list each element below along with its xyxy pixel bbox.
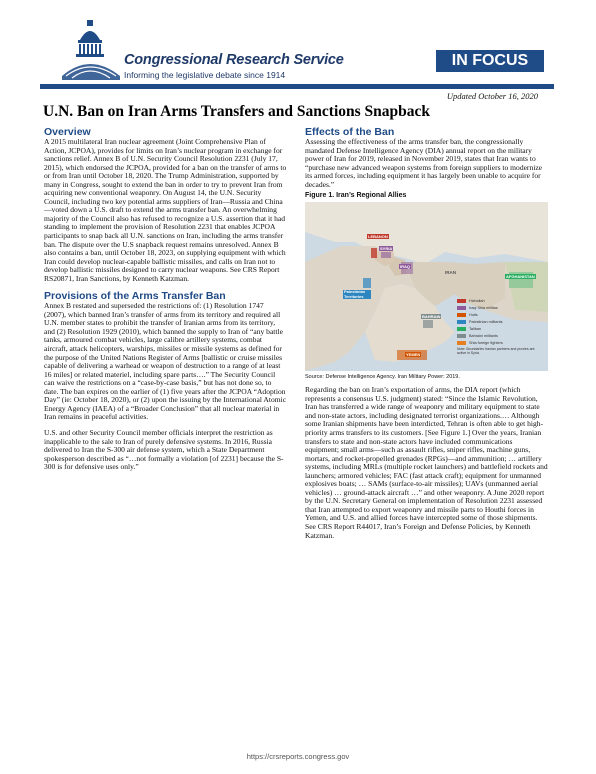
map-label-afghanistan: AFGHANISTAN	[506, 274, 535, 280]
map-legend	[457, 297, 543, 355]
legend-item: Hutis	[457, 311, 543, 318]
figure-title: Figure 1. Iran’s Regional Allies	[305, 192, 407, 200]
page-title: U.N. Ban on Iran Arms Transfers and Sanctions Snapback	[43, 103, 431, 120]
provisions-heading: Provisions of the Arms Transfer Ban	[44, 290, 226, 303]
map-label-palestinian: Palestinian Territories	[343, 290, 371, 299]
legend-item: Palestinian militants	[457, 318, 543, 325]
left-column	[44, 126, 287, 472]
map-label-bahrain: BAHRAIN	[422, 314, 441, 320]
effects-paragraph-1: Assessing the effectiveness of the arms transfer ban, the congressionally mandated Defense Intelligence Agency (DIA) annual report on the military power of Iran for 2019, released in November 2019, states that Iran wants to “purchase new advanced weapon systems from foreign suppliers to modernize its armed forces, including equipment it has largely been unable to acquire for decades.”	[305, 137, 543, 189]
overview-heading: Overview	[44, 126, 91, 138]
map-label-lebanon: LEBANON	[368, 234, 388, 240]
legend-item: Iraqi Shia militias	[457, 304, 543, 311]
map-label-syria: SYRIA	[380, 246, 393, 252]
map-label-yemen: YEMEN	[406, 352, 421, 358]
right-column	[305, 126, 548, 540]
legend-item: Bahraini militants	[457, 332, 543, 339]
effects-paragraph-2: Regarding the ban on Iran’s exportation of arms, the DIA report (which represents a consensus U.S. judgment) stated: “Since the Islamic Revolution, Iran has transferred a wide range of weaponry and military equipment to state and non-state actors, including designated terrorist organizations.… Although some Iranian shipments have been interdicted, Tehran is often able to get high-priority arms transfers to its customers. [See Figure 1.] Over the years, Iranian transfers to state and non-state actors have included communications equipment; small arms—such as assault rifles, sniper rifles, machine guns, mortars, and rocket-propelled grenades (RPGs)—and ammunition; … artillery systems, including MRLs (multiple rocket launchers) and battlefield rockets and launchers; armored vehicles; FAC (fast attack craft); equipment for unmanned explosives boats; … SAMs (surface-to-air missiles); UAVs (unmanned aerial vehicles) … ground-attack aircraft …” and other weaponry. A June 2020 report by the U.N. Secretary General on implementation of Resolution 2231 assessed that Iran attempted to export weaponry and missile parts to Houthi forces in Yemen, and U.S. and allied forces have intercepted some of those shipments. See CRS Report R44017, Iran’s Foreign and Defense Policies, by Kenneth Katzman.	[305, 385, 548, 540]
header-rule	[40, 84, 554, 89]
map-label-iraq: IRAQ	[400, 264, 410, 270]
org-tagline: Informing the legislative debate since 1914	[124, 70, 286, 80]
capitol-dome-icon	[58, 18, 122, 82]
regional-allies-map	[305, 202, 548, 371]
footer-url-link[interactable]: https://crsreports.congress.gov	[246, 752, 350, 761]
legend-item: Hizballah	[457, 297, 543, 304]
figure-source: Source: Defense Intelligence Agency. Iran Military Power: 2019.	[305, 374, 460, 381]
org-name: Congressional Research Service	[124, 52, 344, 68]
legend-item: Taliban	[457, 325, 543, 332]
effects-heading: Effects of the Ban	[305, 126, 395, 138]
overview-text: A 2015 multilateral Iran nuclear agreement (Joint Comprehensive Plan of Action, JCPOA), provides for limits on Iran’s nuclear program in exchange for sanctions relief. Annex B of U.N. Security Council Resolution 2231 (July 17, 2015), which endorsed the JCPOA, provided for a ban on the transfer of arms to or from Iran until October 18, 2020. The Trump Administration, supported by many in Congress, sought to extend the ban in order to try to prevent Iran from acquiring new conventional weaponry. On August 14, the U.N. Security Council, including two key potential arms suppliers of Iran—Russia and China—voted down a U.S. draft to extend the arms transfer ban. An overwhelming majority of the Council also has refused to recognize a U.S. assertion that it had standing to implement the provision of Resolution 2231 that enables JCPOA participants to snap back all U.N. sanctions on Iran, including the arms transfer ban. The dispute over the U.S snapback request remains unresolved. Annex B also contains a ban, until October 18, 2023, on supplying equipment with which Iran could develop nuclear-capable ballistic missiles, and calls on Iran not to develop ballistic missiles designed to carry nuclear weapons. See CRS Report RS20871, Iran Sanctions, by Kenneth Katzman.	[44, 137, 287, 283]
map-label-iran: IRAN	[445, 270, 456, 276]
in-focus-badge: IN FOCUS	[436, 50, 544, 72]
updated-date: Updated October 16, 2020	[446, 91, 538, 101]
provisions-paragraph-2: U.S. and other Security Council member officials interpret the restriction as inapplicable to the sale to Iran of purely defensive systems. In 2016, Russia delivered to Iran the S-300 air defense system, which a State Department spokesperson described as “…not formally a violation [of 2231] because the S-300 is for defensive uses only.”	[44, 427, 284, 472]
provisions-paragraph-1: Annex B restated and superseded the restrictions of: (1) Resolution 1747 (2007), which banned Iran’s transfer of arms from its territory and required all U.N. member states to prohibit the transfer of Iranian arms from its territory, and (2) Resolution 1929 (2010), which banned the supply to Iran of “any battle tanks, armoured combat vehicles, large calibre artillery systems, combat aircraft, attack helicopters, warships, missiles or missile systems as defined for the purpose of the United Nations Register of Arms [ballistic or cruise missiles capable of delivering a warhead or weapon of destruction to a range of at least 16 miles] or related materiel, including spare parts….” The Security Council can waive the restrictions on a “case-by-case basis,” but has not done so, to date. The ban expires on the earlier of (1) five years after the JCPOA “Adoption Day” (ie: October 18, 2020), or (2) upon the issuing by the International Atomic Energy Agency (IAEA) of a “Broader Conclusion” that all nuclear material in Iran remains in peaceful activities.	[44, 301, 287, 422]
page-header	[0, 0, 596, 92]
legend-item: Shia foreign fighters	[457, 339, 543, 346]
legend-note: Note: Boundaries Iranian partners and proxies are active in Syria.	[457, 347, 535, 356]
